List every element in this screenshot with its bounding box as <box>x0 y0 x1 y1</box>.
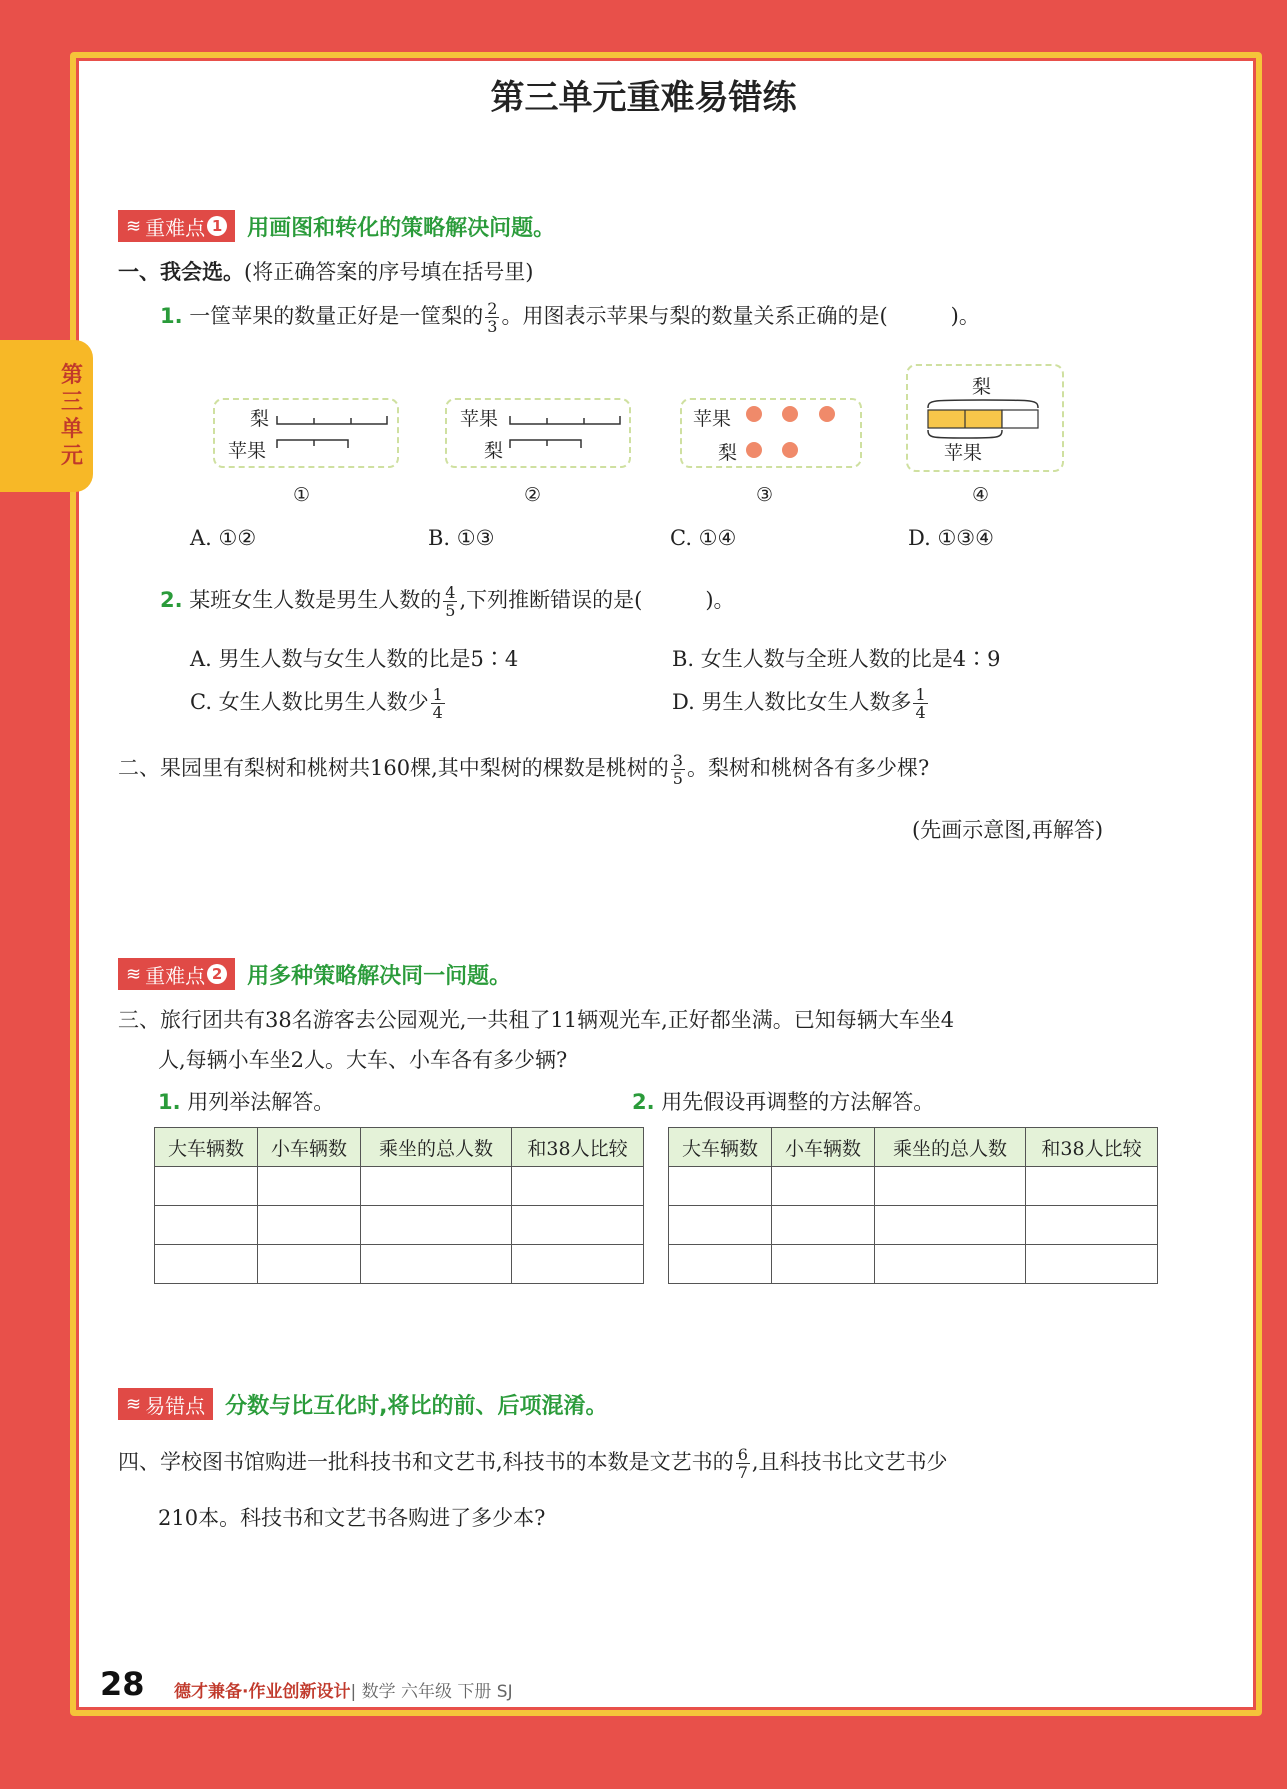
bar-line-figure-2 <box>508 402 623 452</box>
bar-line-figure-1 <box>275 402 390 452</box>
q2-option-b[interactable]: B. 女生人数与全班人数的比是4∶9 <box>672 647 1001 671</box>
q2-option-d[interactable]: D. 男生人数比女生人数多 $\frac{1}{4}$ <box>672 685 926 722</box>
q3-line-2: 人,每辆小车坐2人。大车、小车各有多少辆? <box>158 1048 568 1072</box>
q4-line-1: 四、学校图书馆购进一批科技书和文艺书,科技书的本数是文艺书的 $\frac{6}{7}$ ,且科技书比文艺书少 <box>118 1445 948 1482</box>
section-badge-3: ≋ 易错点 分数与比互化时,将比的前、后项混淆。 <box>118 1390 607 1418</box>
q3-sub-2: 2. 用先假设再调整的方法解答。 <box>632 1090 935 1114</box>
unit-side-tab: 第三单元 <box>0 340 93 492</box>
q1-2: 2. 某班女生人数是男生人数的 $\frac{4}{5}$ ,下列推断错误的是( )。 <box>160 583 735 620</box>
q2-option-a[interactable]: A. 男生人数与女生人数的比是5∶4 <box>190 647 519 671</box>
q2-hint: (先画示意图,再解答) <box>912 818 1104 842</box>
listing-table-2: 大车辆数 小车辆数 乘坐的总人数 和38人比较 <box>668 1127 1158 1284</box>
q1-option-d[interactable]: D. ①③④ <box>908 526 994 550</box>
q3-line-1: 三、旅行团共有38名游客去公园观光,一共租了11辆观光车,正好都坐满。已知每辆大车坐4 <box>118 1008 955 1032</box>
q4-line-2: 210本。科技书和文艺书各购进了多少本? <box>158 1506 546 1530</box>
q2: 二、果园里有梨树和桃树共160棵,其中梨树的棵数是桃树的 $\frac{3}{5}$ 。梨树和桃树各有多少棵? <box>118 751 930 788</box>
q2-option-c[interactable]: C. 女生人数比男生人数少 $\frac{1}{4}$ <box>190 685 443 722</box>
page-title: 第三单元重难易错练 <box>490 78 797 118</box>
q3-sub-1: 1. 用列举法解答。 <box>158 1090 335 1114</box>
section-badge-1: ≋ 重难点 1 用画图和转化的策略解决问题。 <box>118 212 555 240</box>
q1-option-b[interactable]: B. ①③ <box>428 526 495 550</box>
page-number: 28 <box>100 1665 145 1703</box>
listing-table-1: 大车辆数 小车辆数 乘坐的总人数 和38人比较 <box>154 1127 644 1284</box>
q1-option-c[interactable]: C. ①④ <box>670 526 737 550</box>
q1-1: 1. 一筐苹果的数量正好是一筐梨的 $\frac{2}{3}$ 。用图表示苹果与梨的数量关系正确的是( )。 <box>160 299 980 336</box>
footer: 28 德才兼备·作业创新设计| 数学 六年级 下册 SJ <box>100 1665 513 1703</box>
q1-option-a[interactable]: A. ①② <box>190 526 257 550</box>
section-badge-2: ≋ 重难点 2 用多种策略解决同一问题。 <box>118 960 511 988</box>
q1-head: 一、我会选。(将正确答案的序号填在括号里) <box>118 260 534 284</box>
segment-bar-figure-4 <box>925 396 1041 444</box>
